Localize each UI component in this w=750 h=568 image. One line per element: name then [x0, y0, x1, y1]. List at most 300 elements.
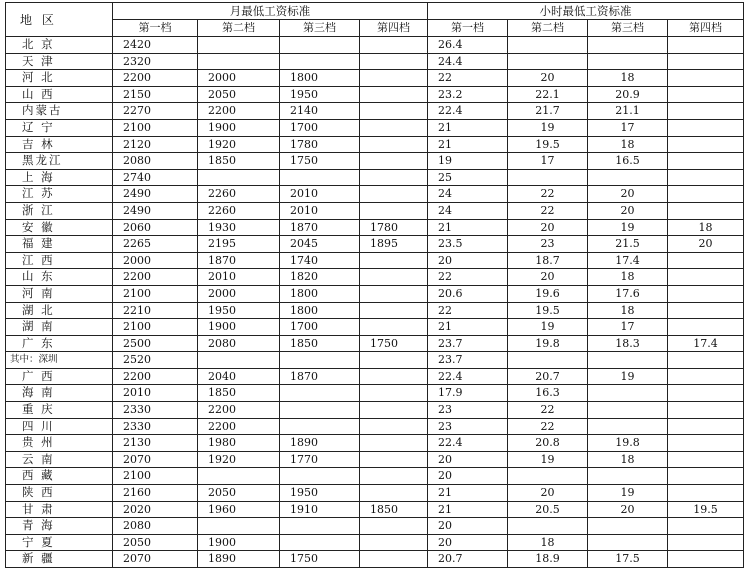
hourly-tier-1-cell: 20 [428, 534, 508, 551]
region-cell: 上 海 [6, 169, 113, 186]
hourly-tier-2-cell: 20.5 [508, 501, 588, 518]
hourly-tier-4-cell [668, 119, 744, 136]
monthly-tier-3-cell [280, 53, 360, 70]
monthly-tier-1-cell: 2160 [113, 485, 198, 502]
region-cell: 山 东 [6, 269, 113, 286]
monthly-tier-4-cell [360, 385, 428, 402]
monthly-tier-3-cell [280, 37, 360, 54]
hourly-tier-4-cell [668, 169, 744, 186]
hourly-tier-1-cell: 20 [428, 468, 508, 485]
monthly-tier-3-cell: 1750 [280, 153, 360, 170]
monthly-tier-1-cell: 2420 [113, 37, 198, 54]
region-column-header: 地 区 [6, 3, 113, 37]
hourly-tier-1-cell: 22 [428, 70, 508, 87]
monthly-tier-4-cell [360, 551, 428, 568]
region-cell: 福 建 [6, 236, 113, 253]
table-row [6, 169, 744, 186]
region-cell: 湖 南 [6, 319, 113, 336]
monthly-tier-3-header: 第三档 [280, 20, 360, 37]
table-row [6, 186, 744, 203]
region-cell: 江 西 [6, 252, 113, 269]
table-row [6, 285, 744, 302]
hourly-tier-3-cell: 19 [588, 485, 668, 502]
monthly-tier-4-cell [360, 518, 428, 535]
table-row [6, 86, 744, 103]
monthly-tier-1-header: 第一档 [113, 20, 198, 37]
monthly-tier-4-cell: 1780 [360, 219, 428, 236]
monthly-tier-4-cell [360, 352, 428, 369]
monthly-tier-3-cell [280, 385, 360, 402]
hourly-tier-4-cell [668, 518, 744, 535]
hourly-tier-2-cell: 16.3 [508, 385, 588, 402]
monthly-tier-1-cell: 2740 [113, 169, 198, 186]
table-row [6, 119, 744, 136]
monthly-tier-4-cell [360, 169, 428, 186]
hourly-tier-3-cell: 17.6 [588, 285, 668, 302]
hourly-tier-4-cell: 20 [668, 236, 744, 253]
monthly-tier-4-cell [360, 468, 428, 485]
hourly-tier-3-cell: 18 [588, 70, 668, 87]
monthly-tier-3-cell: 1890 [280, 435, 360, 452]
monthly-tier-2-cell [198, 169, 280, 186]
monthly-tier-3-cell: 1740 [280, 252, 360, 269]
region-cell: 天 津 [6, 53, 113, 70]
hourly-tier-2-cell [508, 468, 588, 485]
hourly-tier-4-cell [668, 86, 744, 103]
monthly-tier-4-cell [360, 103, 428, 120]
hourly-tier-3-cell: 17.4 [588, 252, 668, 269]
monthly-tier-2-cell: 1900 [198, 119, 280, 136]
hourly-tier-1-cell: 23.2 [428, 86, 508, 103]
monthly-tier-2-cell: 1980 [198, 435, 280, 452]
region-cell: 广 西 [6, 368, 113, 385]
monthly-tier-3-cell: 1770 [280, 451, 360, 468]
region-cell: 湖 北 [6, 302, 113, 319]
monthly-tier-1-cell: 2080 [113, 153, 198, 170]
hourly-tier-1-cell: 17.9 [428, 385, 508, 402]
table-row [6, 335, 744, 352]
hourly-tier-2-cell: 20 [508, 70, 588, 87]
monthly-tier-1-cell: 2020 [113, 501, 198, 518]
monthly-tier-2-cell: 2050 [198, 485, 280, 502]
hourly-tier-3-cell [588, 534, 668, 551]
table-header [6, 3, 744, 37]
hourly-tier-2-cell: 20 [508, 219, 588, 236]
monthly-tier-2-cell: 2050 [198, 86, 280, 103]
hourly-tier-3-cell: 19 [588, 368, 668, 385]
hourly-tier-1-cell: 23.7 [428, 352, 508, 369]
monthly-tier-2-cell [198, 352, 280, 369]
hourly-tier-4-cell [668, 153, 744, 170]
hourly-tier-2-cell: 19 [508, 451, 588, 468]
hourly-tier-4-cell [668, 37, 744, 54]
hourly-tier-4-cell: 17.4 [668, 335, 744, 352]
hourly-tier-2-cell: 20.8 [508, 435, 588, 452]
table-row [6, 418, 744, 435]
table-row [6, 252, 744, 269]
monthly-tier-1-cell: 2100 [113, 285, 198, 302]
table-row [6, 385, 744, 402]
monthly-tier-2-cell [198, 53, 280, 70]
hourly-tier-3-cell [588, 169, 668, 186]
hourly-tier-3-header: 第三档 [588, 20, 668, 37]
hourly-tier-4-cell [668, 103, 744, 120]
hourly-tier-2-cell: 22 [508, 202, 588, 219]
monthly-tier-4-cell [360, 119, 428, 136]
monthly-tier-1-cell: 2100 [113, 319, 198, 336]
hourly-tier-2-cell [508, 37, 588, 54]
monthly-tier-1-cell: 2010 [113, 385, 198, 402]
monthly-tier-1-cell: 2265 [113, 236, 198, 253]
table-row [6, 153, 744, 170]
hourly-tier-2-cell: 21.7 [508, 103, 588, 120]
hourly-tier-1-cell: 24.4 [428, 53, 508, 70]
hourly-tier-2-header: 第二档 [508, 20, 588, 37]
hourly-tier-3-cell: 19.8 [588, 435, 668, 452]
hourly-tier-2-cell: 22.1 [508, 86, 588, 103]
monthly-tier-4-cell [360, 153, 428, 170]
monthly-tier-2-cell [198, 37, 280, 54]
hourly-tier-1-cell: 20.7 [428, 551, 508, 568]
hourly-tier-3-cell [588, 352, 668, 369]
monthly-tier-2-cell: 1920 [198, 136, 280, 153]
monthly-tier-3-cell: 1800 [280, 70, 360, 87]
region-cell: 山 西 [6, 86, 113, 103]
hourly-tier-3-cell [588, 37, 668, 54]
hourly-tier-1-cell: 22.4 [428, 368, 508, 385]
region-cell: 甘 肃 [6, 501, 113, 518]
monthly-tier-3-cell [280, 169, 360, 186]
hourly-tier-3-cell: 21.1 [588, 103, 668, 120]
hourly-tier-1-cell: 20 [428, 518, 508, 535]
monthly-tier-2-cell: 1930 [198, 219, 280, 236]
monthly-tier-3-cell: 1950 [280, 485, 360, 502]
monthly-tier-2-cell: 2200 [198, 103, 280, 120]
monthly-tier-4-cell: 1850 [360, 501, 428, 518]
table-row [6, 302, 744, 319]
table-row [6, 319, 744, 336]
hourly-tier-4-cell [668, 385, 744, 402]
monthly-wage-group-header: 月最低工资标准 [113, 3, 428, 20]
region-cell: 新 疆 [6, 551, 113, 568]
monthly-tier-3-cell: 1850 [280, 335, 360, 352]
table-row [6, 551, 744, 568]
monthly-tier-3-cell: 2045 [280, 236, 360, 253]
hourly-tier-4-cell [668, 485, 744, 502]
monthly-tier-2-cell: 2000 [198, 285, 280, 302]
hourly-tier-3-cell [588, 53, 668, 70]
region-cell: 陕 西 [6, 485, 113, 502]
hourly-tier-4-cell [668, 202, 744, 219]
hourly-tier-3-cell: 19 [588, 219, 668, 236]
monthly-tier-3-cell: 1800 [280, 285, 360, 302]
wage-standard-table-container [5, 2, 743, 568]
hourly-tier-3-cell: 18 [588, 269, 668, 286]
region-cell: 青 海 [6, 518, 113, 535]
monthly-tier-4-cell [360, 86, 428, 103]
hourly-tier-4-cell [668, 269, 744, 286]
hourly-tier-3-cell: 18 [588, 302, 668, 319]
hourly-tier-1-cell: 23 [428, 402, 508, 419]
hourly-tier-4-cell [668, 252, 744, 269]
hourly-tier-2-cell [508, 169, 588, 186]
monthly-tier-1-cell: 2150 [113, 86, 198, 103]
hourly-tier-2-cell: 20 [508, 269, 588, 286]
monthly-tier-4-cell [360, 402, 428, 419]
region-cell: 河 北 [6, 70, 113, 87]
hourly-tier-3-cell: 17.5 [588, 551, 668, 568]
monthly-tier-3-cell: 1870 [280, 368, 360, 385]
monthly-tier-3-cell [280, 518, 360, 535]
monthly-tier-4-cell [360, 319, 428, 336]
hourly-tier-1-cell: 20 [428, 451, 508, 468]
hourly-tier-3-cell [588, 418, 668, 435]
table-row [6, 402, 744, 419]
region-cell: 吉 林 [6, 136, 113, 153]
monthly-tier-2-cell: 1890 [198, 551, 280, 568]
hourly-tier-1-cell: 19 [428, 153, 508, 170]
hourly-tier-4-cell [668, 285, 744, 302]
monthly-tier-1-cell: 2050 [113, 534, 198, 551]
region-cell: 广 东 [6, 335, 113, 352]
hourly-tier-2-cell: 20 [508, 485, 588, 502]
region-cell: 海 南 [6, 385, 113, 402]
monthly-tier-3-cell [280, 534, 360, 551]
monthly-tier-1-cell: 2520 [113, 352, 198, 369]
hourly-tier-4-cell [668, 418, 744, 435]
hourly-tier-1-cell: 20 [428, 252, 508, 269]
hourly-tier-4-cell [668, 319, 744, 336]
monthly-tier-3-cell: 1700 [280, 319, 360, 336]
region-cell: 安 徽 [6, 219, 113, 236]
monthly-tier-1-cell: 2200 [113, 368, 198, 385]
table-row [6, 202, 744, 219]
hourly-tier-2-cell [508, 53, 588, 70]
table-row [6, 368, 744, 385]
monthly-tier-3-cell: 1820 [280, 269, 360, 286]
hourly-tier-3-cell: 21.5 [588, 236, 668, 253]
monthly-tier-2-cell: 2010 [198, 269, 280, 286]
monthly-tier-4-cell [360, 485, 428, 502]
monthly-tier-4-cell: 1895 [360, 236, 428, 253]
monthly-tier-2-cell: 1850 [198, 153, 280, 170]
hourly-tier-2-cell [508, 518, 588, 535]
hourly-tier-3-cell: 20 [588, 501, 668, 518]
header-tier-row [6, 20, 744, 37]
monthly-tier-2-cell [198, 518, 280, 535]
monthly-tier-3-cell: 2010 [280, 186, 360, 203]
hourly-tier-4-cell [668, 70, 744, 87]
hourly-tier-3-cell: 20 [588, 186, 668, 203]
hourly-tier-4-cell [668, 186, 744, 203]
monthly-tier-1-cell: 2490 [113, 202, 198, 219]
monthly-tier-2-cell: 2200 [198, 402, 280, 419]
monthly-tier-2-cell: 1920 [198, 451, 280, 468]
monthly-tier-3-cell [280, 418, 360, 435]
monthly-tier-4-cell [360, 285, 428, 302]
hourly-tier-2-cell: 19 [508, 119, 588, 136]
hourly-tier-1-cell: 22 [428, 302, 508, 319]
monthly-tier-1-cell: 2070 [113, 451, 198, 468]
hourly-tier-1-cell: 24 [428, 202, 508, 219]
hourly-tier-4-cell [668, 368, 744, 385]
monthly-tier-3-cell: 1780 [280, 136, 360, 153]
monthly-tier-1-cell: 2320 [113, 53, 198, 70]
hourly-tier-4-header: 第四档 [668, 20, 744, 37]
monthly-tier-2-cell: 1960 [198, 501, 280, 518]
monthly-tier-2-cell: 2040 [198, 368, 280, 385]
monthly-tier-4-cell [360, 368, 428, 385]
hourly-tier-2-cell: 18.9 [508, 551, 588, 568]
hourly-tier-4-cell [668, 534, 744, 551]
hourly-tier-3-cell [588, 468, 668, 485]
region-cell: 四 川 [6, 418, 113, 435]
table-row [6, 451, 744, 468]
monthly-tier-2-cell: 2080 [198, 335, 280, 352]
hourly-tier-1-cell: 21 [428, 119, 508, 136]
monthly-tier-1-cell: 2100 [113, 468, 198, 485]
region-cell: 贵 州 [6, 435, 113, 452]
monthly-tier-3-cell: 1800 [280, 302, 360, 319]
monthly-tier-2-cell: 1900 [198, 319, 280, 336]
monthly-tier-3-cell: 1910 [280, 501, 360, 518]
monthly-tier-1-cell: 2500 [113, 335, 198, 352]
region-cell: 西 藏 [6, 468, 113, 485]
monthly-tier-3-cell: 1870 [280, 219, 360, 236]
monthly-tier-4-cell [360, 202, 428, 219]
monthly-tier-4-cell [360, 302, 428, 319]
table-row [6, 518, 744, 535]
monthly-tier-4-cell [360, 269, 428, 286]
monthly-tier-3-cell: 2140 [280, 103, 360, 120]
monthly-tier-2-cell: 1900 [198, 534, 280, 551]
hourly-tier-1-cell: 21 [428, 501, 508, 518]
hourly-wage-group-header: 小时最低工资标准 [428, 3, 744, 20]
monthly-tier-3-cell: 1950 [280, 86, 360, 103]
hourly-tier-3-cell [588, 518, 668, 535]
monthly-tier-4-cell [360, 534, 428, 551]
monthly-tier-1-cell: 2000 [113, 252, 198, 269]
monthly-tier-2-cell: 2260 [198, 186, 280, 203]
hourly-tier-2-cell: 19 [508, 319, 588, 336]
region-cell: 其中：深圳 [6, 352, 113, 369]
hourly-tier-4-cell [668, 468, 744, 485]
table-row [6, 468, 744, 485]
monthly-tier-1-cell: 2330 [113, 402, 198, 419]
region-cell: 北 京 [6, 37, 113, 54]
hourly-tier-2-cell: 22 [508, 402, 588, 419]
monthly-tier-4-cell [360, 435, 428, 452]
hourly-tier-3-cell: 17 [588, 319, 668, 336]
table-body [6, 37, 744, 568]
hourly-tier-3-cell: 17 [588, 119, 668, 136]
region-cell: 浙 江 [6, 202, 113, 219]
monthly-tier-4-cell [360, 252, 428, 269]
hourly-tier-4-cell [668, 136, 744, 153]
monthly-tier-4-cell: 1750 [360, 335, 428, 352]
hourly-tier-1-cell: 25 [428, 169, 508, 186]
table-row [6, 485, 744, 502]
monthly-tier-2-cell: 1950 [198, 302, 280, 319]
table-row [6, 219, 744, 236]
hourly-tier-4-cell [668, 435, 744, 452]
monthly-tier-1-cell: 2100 [113, 119, 198, 136]
table-row [6, 501, 744, 518]
hourly-tier-3-cell [588, 385, 668, 402]
monthly-tier-4-cell [360, 37, 428, 54]
hourly-tier-4-cell [668, 53, 744, 70]
hourly-tier-4-cell [668, 352, 744, 369]
monthly-tier-1-cell: 2200 [113, 70, 198, 87]
hourly-tier-2-cell [508, 352, 588, 369]
monthly-tier-4-cell [360, 136, 428, 153]
hourly-tier-4-cell [668, 402, 744, 419]
table-row [6, 136, 744, 153]
region-cell: 黑龙江 [6, 153, 113, 170]
monthly-tier-1-cell: 2070 [113, 551, 198, 568]
table-row [6, 70, 744, 87]
monthly-tier-3-cell [280, 352, 360, 369]
monthly-tier-1-cell: 2200 [113, 269, 198, 286]
hourly-tier-2-cell: 22 [508, 186, 588, 203]
hourly-tier-3-cell: 16.5 [588, 153, 668, 170]
hourly-tier-3-cell: 20 [588, 202, 668, 219]
hourly-tier-3-cell: 18 [588, 451, 668, 468]
hourly-tier-3-cell: 18.3 [588, 335, 668, 352]
hourly-tier-4-cell [668, 551, 744, 568]
table-row [6, 236, 744, 253]
monthly-tier-4-cell [360, 186, 428, 203]
monthly-tier-1-cell: 2270 [113, 103, 198, 120]
monthly-tier-4-cell [360, 451, 428, 468]
hourly-tier-2-cell: 17 [508, 153, 588, 170]
table-row [6, 534, 744, 551]
table-row [6, 53, 744, 70]
monthly-tier-3-cell: 2010 [280, 202, 360, 219]
hourly-tier-2-cell: 20.7 [508, 368, 588, 385]
region-cell: 云 南 [6, 451, 113, 468]
monthly-tier-1-cell: 2210 [113, 302, 198, 319]
hourly-tier-1-cell: 21 [428, 319, 508, 336]
monthly-tier-2-cell [198, 468, 280, 485]
hourly-tier-3-cell: 20.9 [588, 86, 668, 103]
hourly-tier-1-cell: 23.7 [428, 335, 508, 352]
monthly-tier-1-cell: 2490 [113, 186, 198, 203]
hourly-tier-4-cell: 19.5 [668, 501, 744, 518]
monthly-tier-2-header: 第二档 [198, 20, 280, 37]
hourly-tier-1-cell: 26.4 [428, 37, 508, 54]
hourly-tier-1-header: 第一档 [428, 20, 508, 37]
hourly-tier-2-cell: 22 [508, 418, 588, 435]
hourly-tier-4-cell [668, 302, 744, 319]
table-row [6, 435, 744, 452]
monthly-tier-2-cell: 2000 [198, 70, 280, 87]
minimum-wage-table [5, 2, 744, 568]
hourly-tier-1-cell: 21 [428, 219, 508, 236]
monthly-tier-3-cell [280, 468, 360, 485]
monthly-tier-4-cell [360, 418, 428, 435]
monthly-tier-2-cell: 2200 [198, 418, 280, 435]
hourly-tier-1-cell: 22.4 [428, 103, 508, 120]
region-cell: 河 南 [6, 285, 113, 302]
monthly-tier-2-cell: 2195 [198, 236, 280, 253]
hourly-tier-1-cell: 24 [428, 186, 508, 203]
monthly-tier-4-cell [360, 53, 428, 70]
hourly-tier-3-cell [588, 402, 668, 419]
hourly-tier-1-cell: 22.4 [428, 435, 508, 452]
hourly-tier-2-cell: 19.5 [508, 302, 588, 319]
hourly-tier-2-cell: 23 [508, 236, 588, 253]
